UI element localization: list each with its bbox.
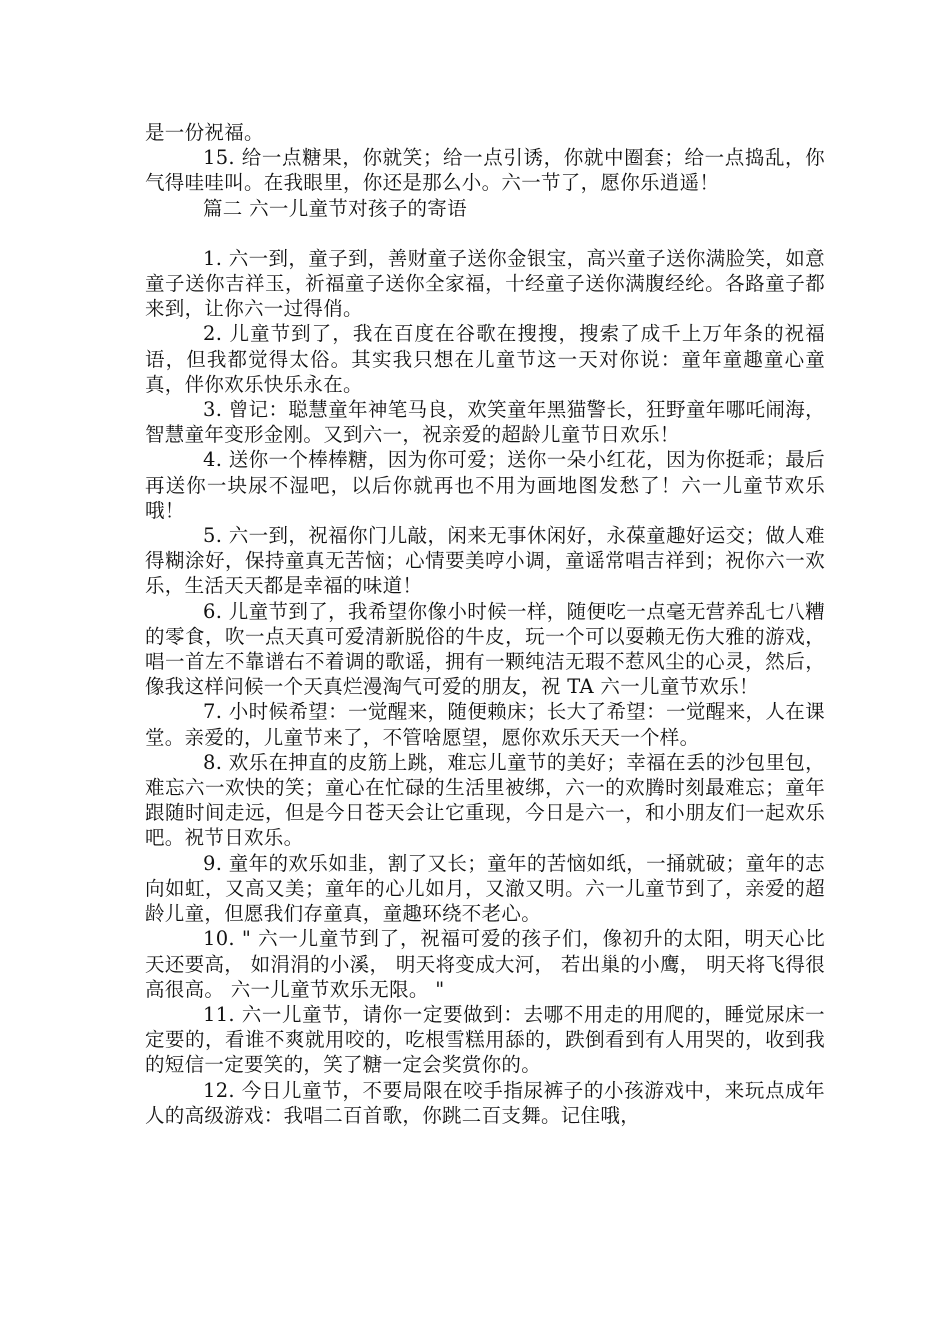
section-heading: 篇二 六一儿童节对孩子的寄语 [203, 196, 467, 220]
list-item: 4. 送你一个棒棒糖，因为你可爱；送你一朵小红花，因为你挺乖；最后再送你一块尿不湿吧，以后你就再也不用为画地图发愁了！六一儿童节欢乐哦！ [145, 448, 825, 522]
list-item: 5. 六一到，祝福你门儿敲，闲来无事休闲好，永葆童趣好运交；做人难得糊涂好，保持童真无苦恼；心情要美哼小调，童谣常唱吉祥到；祝你六一欢乐，生活天天都是幸福的味道！ [145, 524, 825, 598]
list-item: 8. 欢乐在抻直的皮筋上跳，难忘儿童节的美好；幸福在丢的沙包里包，难忘六一欢快的笑；童心在忙碌的生活里被绑，六一的欢腾时刻最难忘；童年跟随时间走远，但是今日苍天会让它重现，今日是六一，和小朋友们一起欢乐吧。祝节日欢乐。 [145, 750, 825, 850]
list-item: 15. 给一点糖果，你就笑；给一点引诱，你就中圈套；给一点捣乱，你气得哇哇叫。在我眼里，你还是那么小。六一节了，愿你乐逍遥！ [145, 146, 825, 195]
list-item: 3. 曾记：聪慧童年神笔马良，欢笑童年黑猫警长，狂野童年哪吒闹海，智慧童年变形金刚。又到六一，祝亲爱的超龄儿童节日欢乐！ [145, 398, 825, 447]
list-item: 1. 六一到，童子到，善财童子送你金银宝，高兴童子送你满脸笑，如意童子送你吉祥玉，祈福童子送你全家福，十经童子送你满腹经纶。各路童子都来到，让你六一过得俏。 [145, 246, 825, 321]
list-item: 11. 六一儿童节，请你一定要做到：去哪不用走的用爬的，睡觉尿床一定要的，看谁不爽就用咬的，吃根雪糕用舔的，跌倒看到有人用哭的，收到我的短信一定要笑的，笑了糖一定会奖赏你的。 [145, 1002, 825, 1077]
list-item: 9. 童年的欢乐如韭，割了又长；童年的苦恼如纸，一捅就破；童年的志向如虹，又高又美；童年的心儿如月，又澈又明。六一儿童节到了，亲爱的超龄儿童，但愿我们存童真，童趣环绕不老心。 [145, 851, 825, 926]
list-item: 12. 今日儿童节，不要局限在咬手指尿裤子的小孩游戏中，来玩点成年人的高级游戏：我唱二百首歌，你跳二百支舞。记住哦， [145, 1078, 825, 1127]
blank-line [145, 221, 825, 246]
continuation-text: 是一份祝福。 [145, 121, 264, 144]
list-item: 6. 儿童节到了，我希望你像小时候一样，随便吃一点毫无营养乱七八糟的零食，吹一点天真可爱清新脱俗的牛皮，玩一个可以耍赖无伤大雅的游戏，唱一首左不靠谱右不着调的歌谣，拥有一颗纯洁无瑕不惹风尘的心灵，然后，像我这样问候一个天真烂漫淘气可爱的朋友，祝 TA 六一儿童节欢乐！ [145, 599, 825, 699]
document-body [145, 120, 825, 1128]
list-item: 10. " 六一儿童节到了，祝福可爱的孩子们，像初升的太阳，明天心比天还要高， 如涓涓的小溪， 明天将变成大河， 若出巢的小鹰， 明天将飞得很高很高。 六一儿童节欢乐无限。 " [145, 927, 825, 1001]
list-item: 2. 儿童节到了，我在百度在谷歌在搜搜，搜索了成千上万年条的祝福语，但我都觉得太俗。其实我只想在儿童节这一天对你说：童年童趣童心童真，伴你欢乐快乐永在。 [145, 322, 825, 396]
list-item: 7. 小时候希望：一觉醒来，随便赖床；长大了希望：一觉醒来，人在课堂。亲爱的，儿童节来了，不管啥愿望，愿你欢乐天天一个样。 [145, 700, 825, 749]
